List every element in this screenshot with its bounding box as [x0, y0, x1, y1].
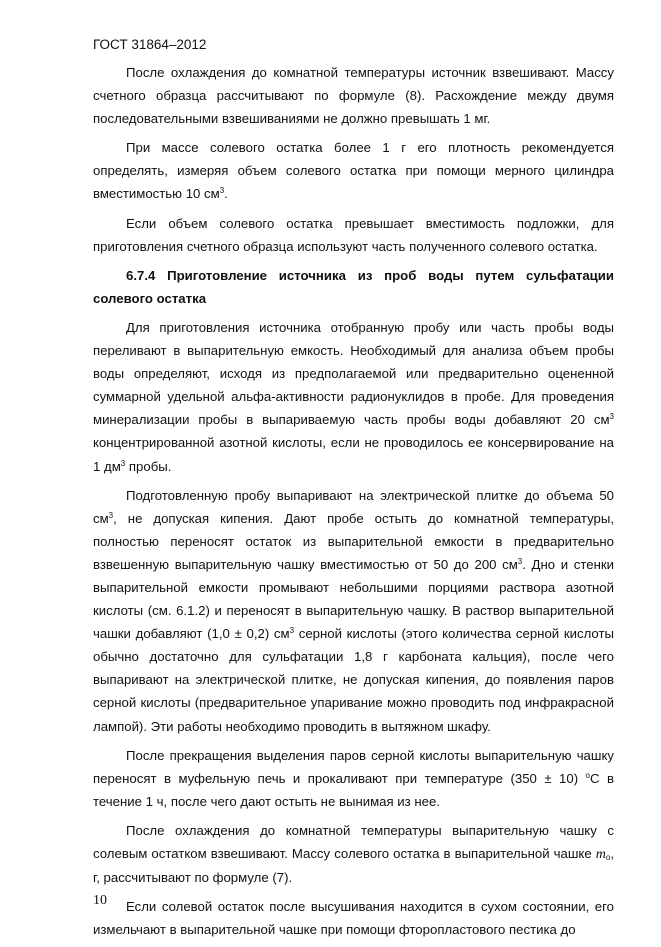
paragraph-6 — [93, 744, 614, 813]
paragraph-1: После охлаждения до комнатной температуры источник взвешивают. Массу счетного образца рассчитывают по формуле (8). Расхождение между двумя последовательными взвешиваниями не должно превышать 1 мг. — [93, 65, 614, 127]
paragraph-3: Если объем солевого остатка превышает вместимость подложки, для приготовления счетного образца используют часть полученного солевого остатка. — [93, 215, 614, 254]
paragraph-7-text-a: После охлаждения до комнатной температуры выпарительную чашку с солевым остатком взвешивают. Массу солевого остатка в выпарительной чашке — [93, 822, 614, 861]
paragraph-6-text-a: После прекращения выделения паров серной кислоты выпарительную чашку переносят в муфельную печь и прокаливают при температуре (350 ± 10) — [93, 747, 614, 786]
variable-m: m — [595, 847, 606, 862]
paragraph-7 — [93, 819, 614, 889]
paragraph-2 — [93, 136, 614, 205]
superscript: 3 — [120, 458, 126, 468]
paragraph-2-text-b: . — [224, 186, 228, 202]
paragraph-4-text-b: концентрированной азотной кислоты, если не проводилось ее консервирование на 1 дм — [93, 435, 614, 474]
superscript: 3 — [219, 186, 225, 196]
paragraph-6-text-b: С в течение 1 ч, после чего дают остыть не вынимая из нее. — [93, 770, 614, 809]
paragraph-5-text-c: . Дно и стенки выпарительной емкости промывают небольшими порциями раствора азотной кислоты (см. 6.1.2) и переносят в выпарительную чашку. В раствор выпарительной чашки добавляют (1,0 ± 0,2) см — [93, 556, 614, 642]
paragraph-5 — [93, 484, 614, 738]
document-id-header: ГОСТ 31864–2012 — [93, 37, 207, 52]
paragraph-2-text-a: При массе солевого остатка более 1 г его плотность рекомендуется определять, измеряя объем солевого остатка при помощи мерного цилиндра вместимостью 10 см — [93, 140, 614, 202]
paragraph-4 — [93, 316, 614, 478]
paragraph-4-text-a: Для приготовления источника отобранную пробу или часть пробы воды переливают в выпарительную емкость. Необходимый для анализа объем пробы воды определяют, исходя из предполагаемой или предварительно оцененной суммарной удельной альфа-активности радионуклидов в пробе. Для проведения минерализации пробы в выпариваемую часть пробы воды добавляют 20 см — [93, 319, 614, 428]
paragraph-5-text-d: серной кислоты (этого количества серной кислоты обычно достаточно для сульфатации 1,8 г карбоната кальция), после чего выпаривают на электрической плитке, не допуская кипения, до появления паров серной кислоты (предварительное упаривание можно проводить под инфракрасной лампой). Эти работы необходимо проводить в вытяжном шкафу. — [93, 626, 614, 734]
page-number: 10 — [93, 893, 107, 908]
paragraph-5-text-b: , не допуская кипения. Дают пробе остыть до комнатной температуры, полностью переносят остаток из выпарительной емкости в предварительно взвешенную выпарительную чашку вместимостью от 50 до 200 см — [93, 510, 614, 572]
degree-superscript: o — [585, 770, 590, 780]
superscript: 3 — [609, 412, 614, 422]
superscript: 3 — [517, 556, 523, 566]
paragraph-5-text-a: Подготовленную пробу выпаривают на электрической плитке до объема 50 см — [93, 487, 614, 526]
section-heading: 6.7.4 Приготовление источника из проб воды путем сульфатации солевого остатка — [93, 267, 614, 306]
paragraph-4-text-c: пробы. — [125, 458, 172, 474]
superscript: 3 — [108, 510, 114, 520]
paragraph-8: Если солевой остаток после высушивания находится в сухом состоянии, его измельчают в выпарительной чашке при помощи фторопластового пестика до — [93, 899, 614, 938]
paragraph-7-text-b: , г, рассчитывают по формуле (7). — [93, 846, 614, 886]
document-body — [93, 61, 614, 947]
superscript: 3 — [289, 626, 295, 636]
subscript: o — [605, 853, 611, 862]
